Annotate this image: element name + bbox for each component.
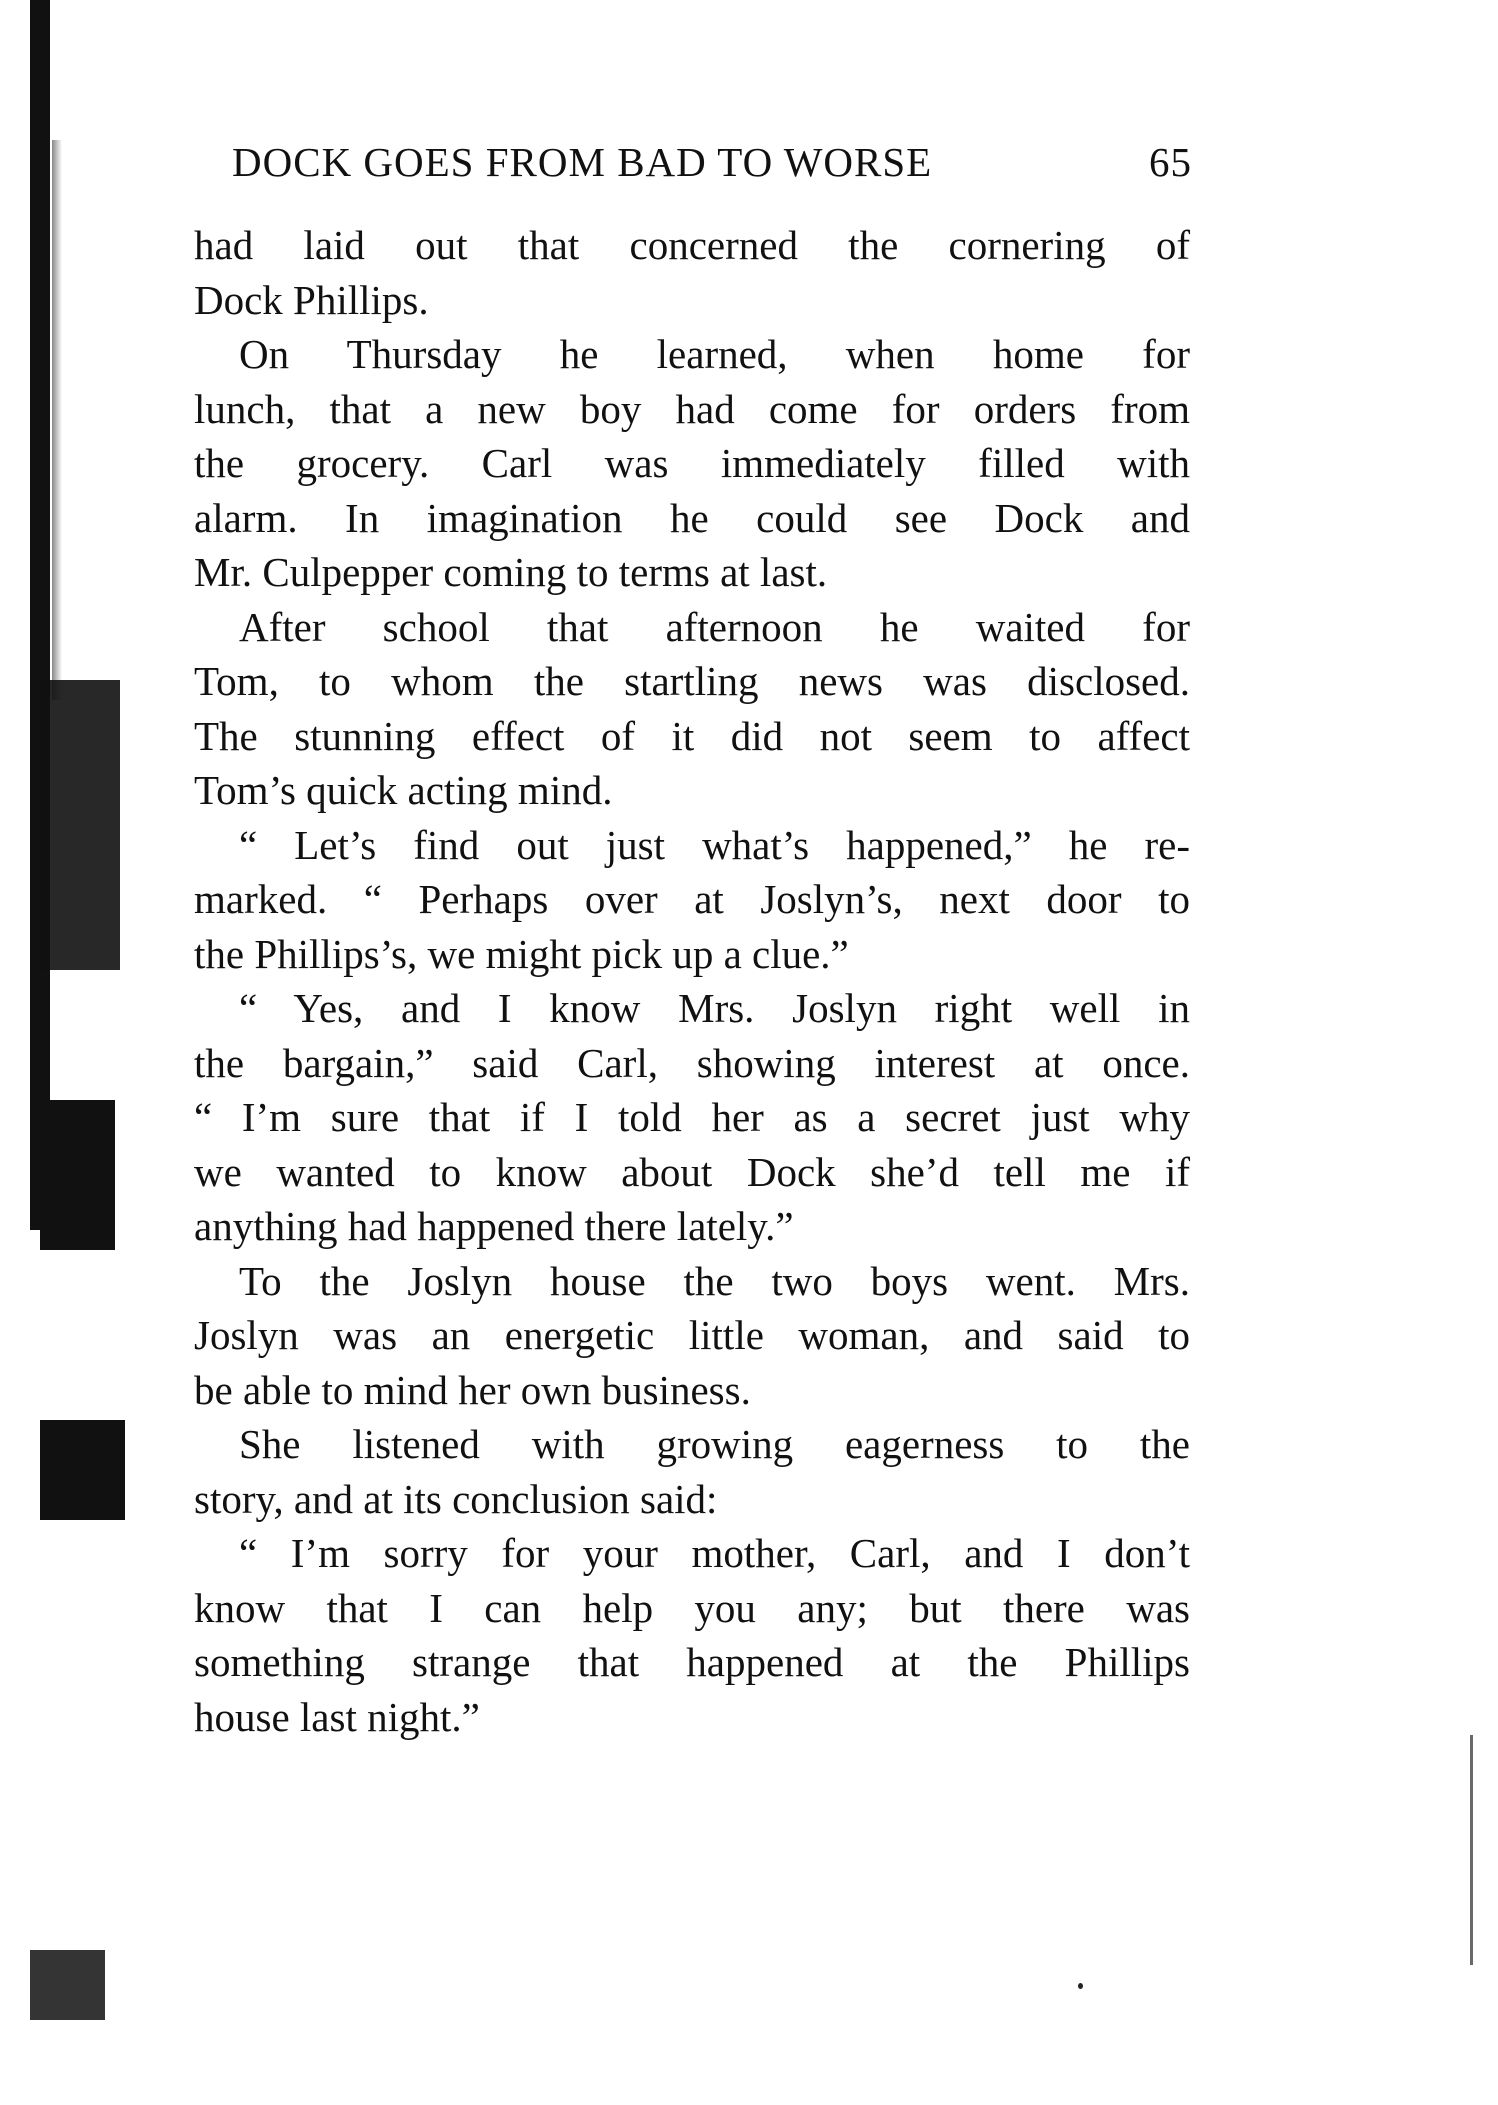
- text-line: After school that afternoon he waited for: [239, 603, 1190, 650]
- scan-binding-edge: [30, 0, 50, 1230]
- text-line: Mr. Culpepper coming to terms at last.: [194, 549, 828, 595]
- text-line: She listened with growing eagerness to the: [239, 1421, 1190, 1467]
- body-text: [194, 218, 1190, 1744]
- text-line: Dock Phillips.: [194, 276, 429, 323]
- text-line: “ Let’s find out just what’s happened,” he re-: [239, 821, 1190, 868]
- scan-artifact: [40, 1100, 115, 1250]
- text-line: lunch, that a new boy had come for orders from: [194, 385, 1190, 432]
- text-line: we wanted to know about Dock she’d tell me if: [194, 1148, 1190, 1195]
- text-line: “ I’m sorry for your mother, Carl, and I don’t: [239, 1530, 1190, 1576]
- text-line: To the Joslyn house the two boys went. Mrs.: [239, 1257, 1190, 1304]
- running-header: [232, 138, 1192, 192]
- scan-artifact: [30, 1950, 105, 2020]
- scan-edge-line: [1470, 1735, 1473, 1965]
- text-line: The stunning effect of it did not seem to affect: [194, 712, 1190, 759]
- text-line: something strange that happened at the Phillips: [194, 1639, 1190, 1685]
- text-line: “ Yes, and I know Mrs. Joslyn right well in: [239, 985, 1190, 1031]
- text-line: Tom, to whom the startling news was disclosed.: [194, 658, 1190, 704]
- text-line: On Thursday he learned, when home for: [239, 331, 1190, 377]
- text-line: anything had happened there lately.”: [194, 1203, 794, 1249]
- text-line: alarm. In imagination he could see Dock and: [194, 494, 1190, 541]
- text-line: story, and at its conclusion said:: [194, 1475, 718, 1522]
- scan-binding-shadow: [52, 140, 62, 700]
- text-line: marked. “ Perhaps over at Joslyn’s, next door to: [194, 876, 1190, 922]
- text-line: house last night.”: [194, 1693, 480, 1740]
- scan-artifact: [40, 1420, 125, 1520]
- text-line: Joslyn was an energetic little woman, and said to: [194, 1312, 1190, 1358]
- chapter-title: DOCK GOES FROM BAD TO WORSE: [232, 139, 933, 185]
- text-line: had laid out that concerned the cornering of: [194, 222, 1190, 268]
- scan-artifact: [40, 680, 120, 970]
- text-line: the bargain,” said Carl, showing interest at once.: [194, 1039, 1190, 1086]
- text-line: be able to mind her own business.: [194, 1366, 751, 1413]
- text-line: Tom’s quick acting mind.: [194, 767, 613, 813]
- text-line: the Phillips’s, we might pick up a clue.”: [194, 930, 849, 977]
- page-number: 65: [1149, 139, 1192, 185]
- text-line: know that I can help you any; but there was: [194, 1584, 1190, 1631]
- text-line: “ I’m sure that if I told her as a secret just why: [194, 1094, 1190, 1140]
- text-line: the grocery. Carl was immediately filled with: [194, 440, 1190, 486]
- scan-speck: [1078, 1983, 1083, 1989]
